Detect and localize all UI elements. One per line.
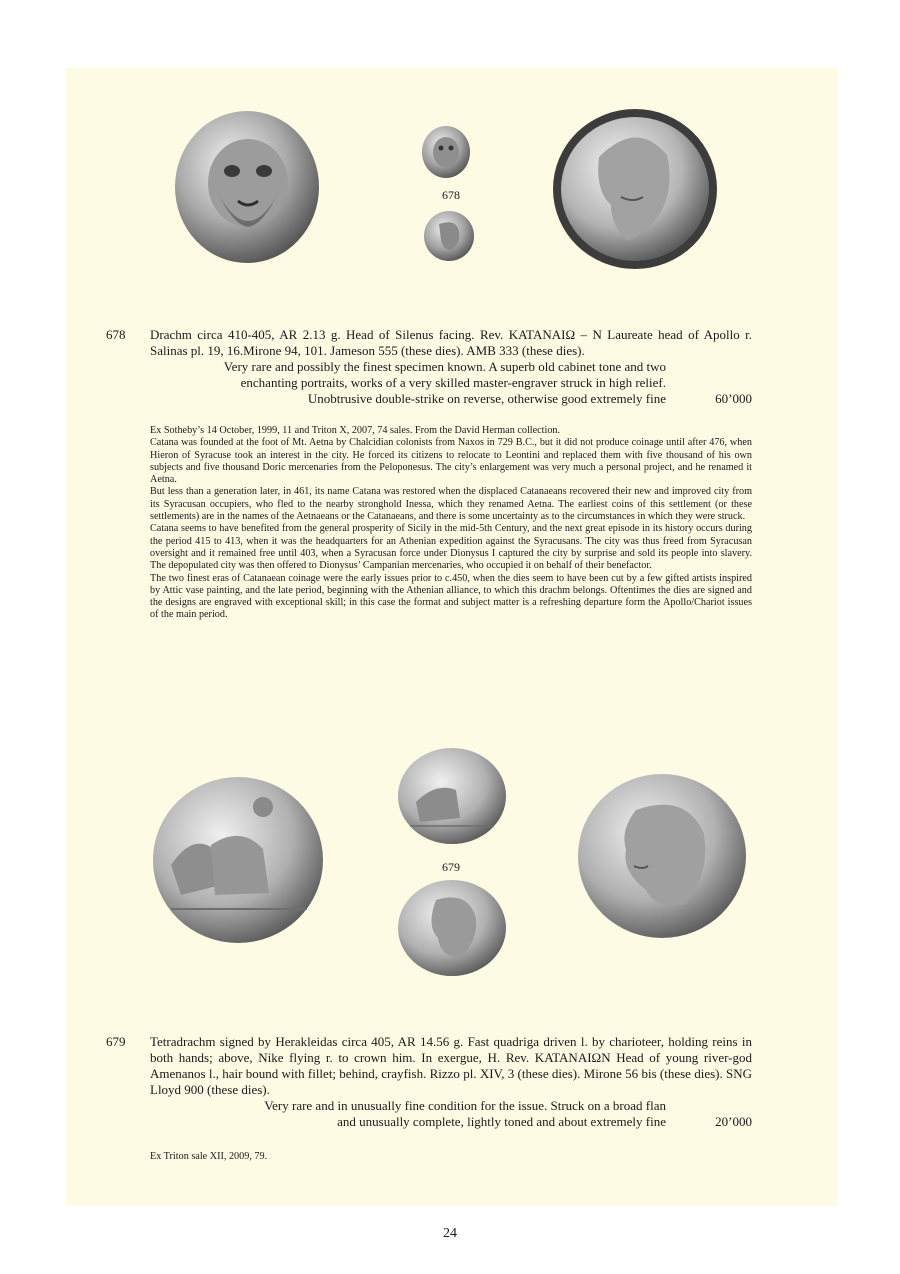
lot-679-condition-line-1: Very rare and in unusually fine condition for the issue. Struck on a broad flan xyxy=(264,1098,666,1113)
lot-679-number: 679 xyxy=(106,1034,126,1049)
lot-678-condition-line-3: Unobtrusive double-strike on reverse, otherwise good extremely fine xyxy=(307,391,666,406)
page-number: 24 xyxy=(443,1226,457,1241)
coin-678-obverse-large xyxy=(172,105,322,265)
coin-679-reverse-large xyxy=(576,770,748,942)
lot-678-note-paragraph: Catana was founded at the foot of Mt. Aetna by Chalcidian colonists from Naxos in 729 B.C., but it did not produce coinage until after 476, when Hieron of Syracuse took an interest in the city. He forced its citizens to relocate to Leontini and replaced them with five thousand of his own subjects and five thousand Doric mercenaries from the Peloponesus. The city’s enlargement was very much a personal project, and he renamed it Aetna. xyxy=(150,437,752,486)
coin-678-reverse-large xyxy=(551,107,719,272)
coin-679-obverse-small xyxy=(396,746,508,846)
lot-678-note-provenance: Ex Sotheby’s 14 October, 1999, 11 and Triton X, 2007, 74 sales. From the David Herman collection. xyxy=(150,425,561,436)
coin-679-label: 679 xyxy=(442,860,460,874)
lot-679-condition-line-2: and unusually complete, lightly toned and about extremely fine xyxy=(337,1114,666,1129)
lot-678-note-paragraph: Catana seems to have benefited from the general prosperity of Sicily in the mid-5th Century, and the next great episode in its history occurs during the period 415 to 413, when it was the headquarters for an Athenian expedition against the Syracusans. The city was thus freed from Syracusan oversight and it remained free until 403, when a Syracusan force under Dionysus I captured the city by surprise and sold its people into slavery. The depopulated city was then offered to Dionysus’ Campanian mercenaries, who occupied it on behalf of their benefactor. xyxy=(150,523,752,572)
lot-678-notes xyxy=(150,425,752,622)
coin-678-reverse-small xyxy=(423,210,475,262)
lot-679-note-provenance: Ex Triton sale XII, 2009, 79. xyxy=(150,1151,268,1162)
lot-679-notes xyxy=(150,1151,752,1163)
lot-678-note-paragraph: But less than a generation later, in 461, its name Catana was restored when the displaced Catanaeans recovered their new and improved city from its Syracusan occupiers, who fled to the nearby stronghold Inessa, which they renamed Aetna. The earliest coins of this settlement (or these settlements) are in the names of the Aetnaeans or the Catanaeans, and there is some uncertainty as to the circumstances in which they were struck. xyxy=(150,486,752,523)
coin-678-label: 678 xyxy=(442,188,460,202)
lot-678-number: 678 xyxy=(106,327,126,342)
lot-678-condition-line-1: Very rare and possibly the finest specimen known. A superb old cabinet tone and two xyxy=(223,359,666,374)
coin-679-reverse-small xyxy=(396,878,508,978)
coin-678-obverse-small xyxy=(421,125,471,180)
lot-678-description: Drachm circa 410-405, AR 2.13 g. Head of Silenus facing. Rev. ΚΑΤΑΝΑΙΩ – Ν Laureate head of Apollo r. Salinas pl. 19, 16.Mirone 94, 101. Jameson 555 (these dies). AMB 333 (these dies). xyxy=(150,327,752,358)
coin-679-obverse-large xyxy=(151,775,326,945)
lot-678-condition-line-2: enchanting portraits, works of a very skilled master-engraver struck in high relief. xyxy=(240,375,666,390)
lot-679-description: Tetradrachm signed by Herakleidas circa 405, AR 14.56 g. Fast quadriga driven l. by charioteer, holding reins in both hands; above, Nike flying r. to crown him. In exergue, H. Rev. ΚΑΤΑΝΑΙΩΝ Head of young river-god Amenanos l., hair bound with fillet; behind, crayfish. Rizzo pl. XIV, 3 (these dies). Mirone 56 bis (these dies). SNG Lloyd 900 (these dies). xyxy=(150,1034,752,1097)
lot-678-note-paragraph: The two finest eras of Catanaean coinage were the early issues prior to c.450, when the dies seem to have been cut by a few gifted artists inspired by Attic vase painting, and the late period, beginning with the Athenian alliance, to which this drachm belongs. Oftentimes the dies are signed and the designs are engraved with exceptional skill; in this case the format and subject matter is a refreshing departure form the Apollo/Chariot issues of the main period. xyxy=(150,572,752,621)
lot-679-price: 20’000 xyxy=(715,1114,752,1129)
lot-678-price: 60’000 xyxy=(715,391,752,406)
